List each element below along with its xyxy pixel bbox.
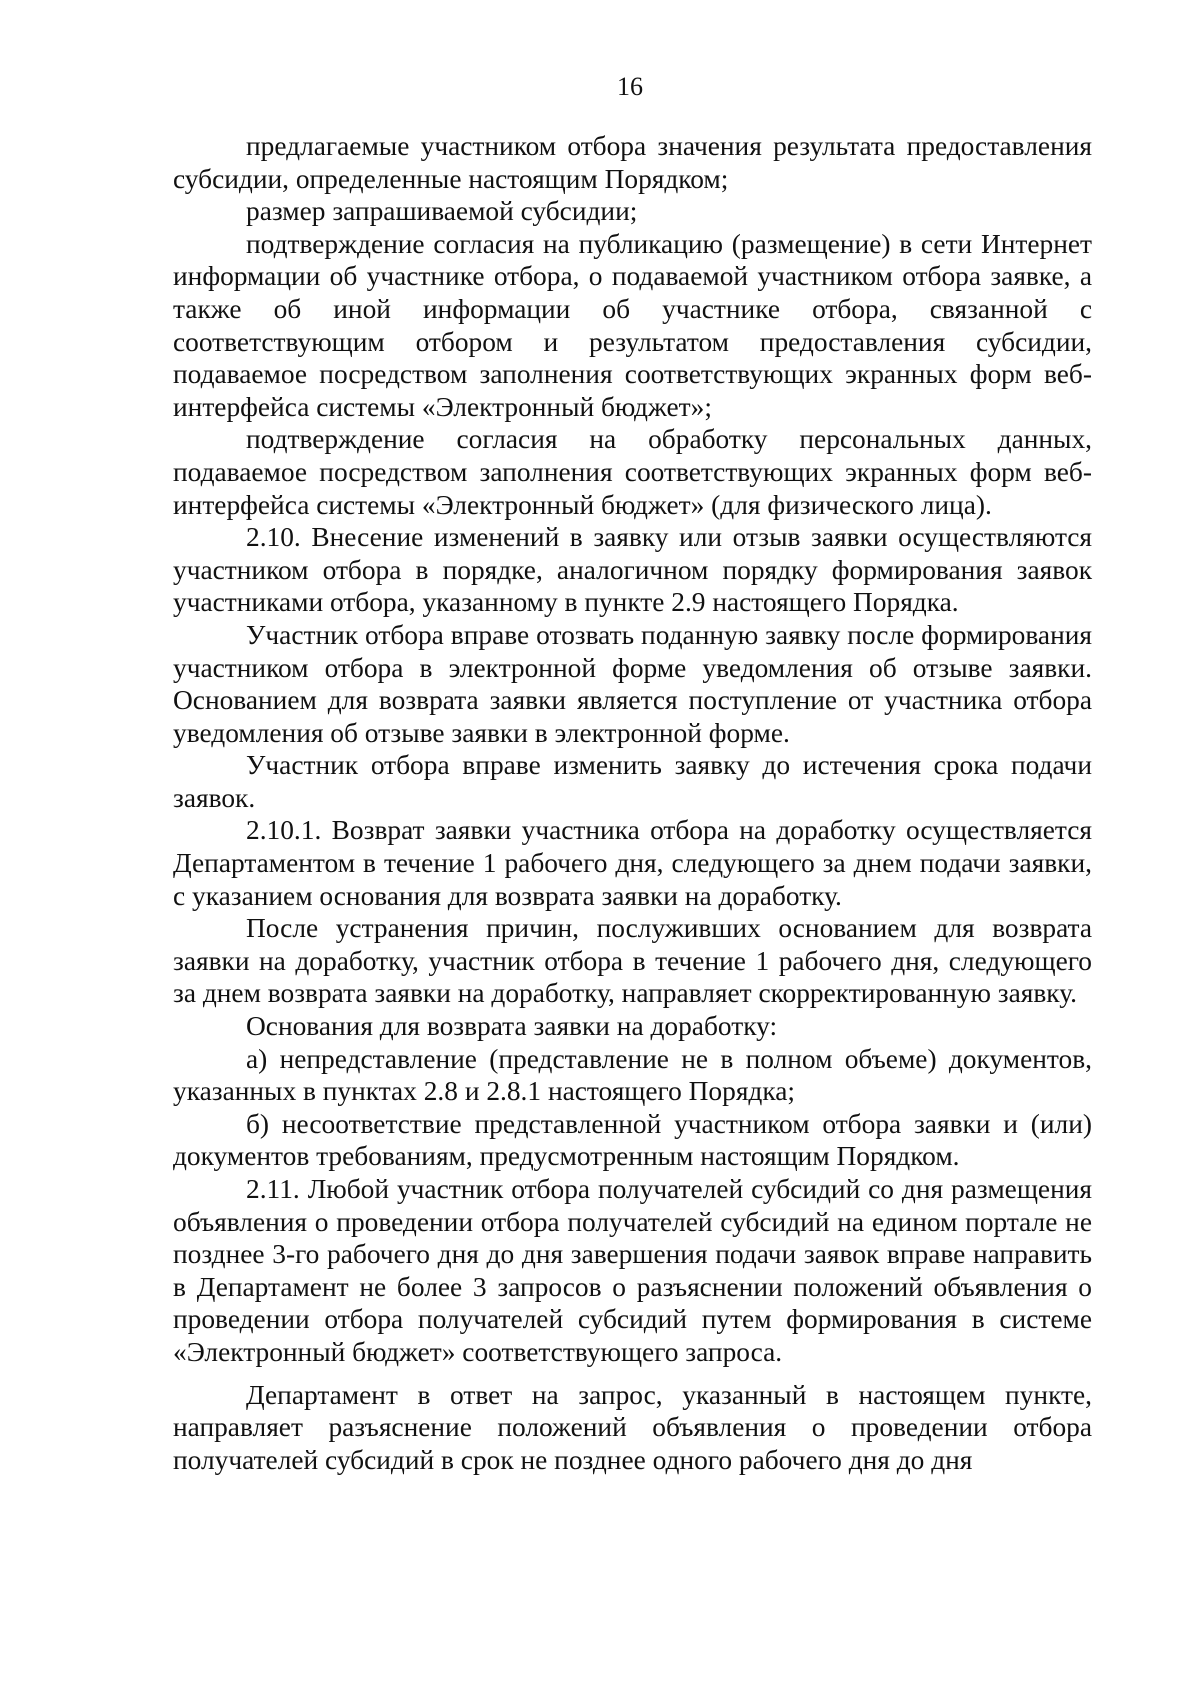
paragraph-after-correction: После устранения причин, послуживших основанием для возврата заявки на доработку, участник отбора в течение 1 рабочего дня, следующего за днем возврата заявки на доработку, направляет скорректированную заявку. — [173, 913, 1092, 1009]
paragraph-withdraw-application: Участник отбора вправе отозвать поданную заявку после формирования участником отбора в электронной форме уведомления об отзыве заявки. Основанием для возврата заявки является поступление от участника отбора уведомления об отзыве заявки в электронной форме. — [173, 619, 1092, 748]
paragraph-department-response: Департамент в ответ на запрос, указанный в настоящем пункте, направляет разъяснение положений объявления о проведении отбора получателей субсидий в срок не позднее одного рабочего дня до дня — [173, 1379, 1092, 1475]
paragraph-change-application: Участник отбора вправе изменить заявку до истечения срока подачи заявок. — [173, 750, 1092, 813]
paragraph-clause-2-10-1: 2.10.1. Возврат заявки участника отбора на доработку осуществляется Департаментом в течение 1 рабочего дня, следующего за днем подачи заявки, с указанием основания для возврата заявки на доработку. — [173, 815, 1092, 911]
paragraph-return-grounds-heading: Основания для возврата заявки на доработку: — [246, 1011, 778, 1042]
page-number: 16 — [617, 72, 643, 101]
paragraph-ground-a: а) непредставление (представление не в полном объеме) документов, указанных в пунктах 2.8 и 2.8.1 настоящего Порядка; — [173, 1043, 1092, 1107]
document-body — [173, 130, 1092, 1476]
paragraph-ground-b: б) несоответствие представленной участником отбора заявки и (или) документов требованиям, предусмотренным настоящим Порядком. — [173, 1108, 1092, 1172]
paragraph-subsidy-amount: размер запрашиваемой субсидии; — [246, 196, 638, 227]
paragraph-clause-2-10: 2.10. Внесение изменений в заявку или отзыв заявки осуществляются участником отбора в порядке, аналогичном порядку формирования заявок участниками отбора, указанному в пункте 2.9 настоящего Порядка. — [173, 522, 1092, 618]
paragraph-clause-2-11: 2.11. Любой участник отбора получателей субсидий со дня размещения объявления о проведении отбора получателей субсидий на едином портале не позднее 3-го рабочего дня до дня завершения подачи заявок вправе направить в Департамент не более 3 запросов о разъяснении положений объявления о проведении отбора получателей субсидий путем формирования в системе «Электронный бюджет» соответствующего запроса. — [173, 1174, 1092, 1367]
paragraph-personal-data-consent: подтверждение согласия на обработку персональных данных, подаваемое посредством заполнения соответствующих экранных форм веб-интерфейса системы «Электронный бюджет» (для физического лица). — [173, 424, 1092, 520]
paragraph-publication-consent: подтверждение согласия на публикацию (размещение) в сети Интернет информации об участнике отбора, о подаваемой участником отбора заявке, а также об иной информации об участнике отбора, связанной с соответствующим отбором и результатом предоставления субсидии, подаваемое посредством заполнения соответствующих экранных форм веб-интерфейса системы «Электронный бюджет»; — [173, 228, 1092, 422]
paragraph-proposed-values: предлагаемые участником отбора значения результата предоставления субсидии, определенные настоящим Порядком; — [173, 131, 1092, 194]
paragraph-spacer — [173, 1369, 1092, 1379]
